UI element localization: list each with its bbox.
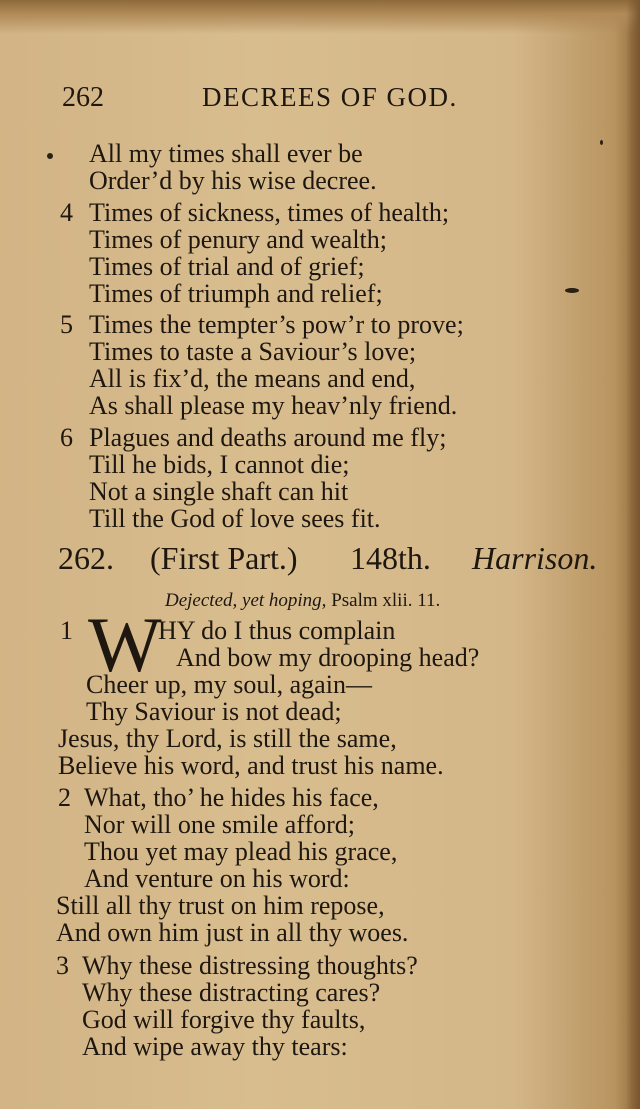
hymn-heading [58, 538, 603, 582]
subtitle-text: Dejected, yet hoping, [165, 590, 327, 611]
hymn-meter: 148th. [350, 540, 431, 576]
hymn-subtitle [165, 588, 440, 614]
verse-line: Why these distressing thoughts? [82, 951, 418, 980]
verse-line: Times of trial and of grief; [89, 252, 365, 281]
scripture-reference: Psalm xlii. 11. [331, 590, 441, 611]
verse-line: Times the tempter’s pow’r to prove; [89, 310, 464, 339]
verse-line: Plagues and deaths around me fly; [89, 423, 447, 452]
verse-line: Times to taste a Saviour’s love; [89, 337, 417, 366]
verse-line: Times of sickness, times of health; [89, 198, 450, 227]
verse-line: All my times shall ever be [89, 139, 363, 168]
verse-line: And own him just in all thy woes. [56, 918, 409, 947]
ink-speck [47, 153, 53, 159]
verse-line: Believe his word, and trust his name. [58, 751, 444, 780]
verse-line: Thou yet may plead his grace, [84, 837, 398, 866]
ink-speck [565, 288, 579, 293]
stanza-number: 4 [60, 198, 73, 227]
page-binding-shadow [626, 0, 640, 1109]
verse-line: And venture on his word: [84, 864, 350, 893]
verse-line: Till the God of love sees fit. [89, 504, 381, 533]
verse-line: Still all thy trust on him repose, [56, 891, 385, 920]
verse-line: All is fix’d, the means and end, [89, 364, 416, 393]
verse-line: And bow my drooping head? [176, 643, 480, 672]
verse-line: Nor will one smile afford; [84, 810, 356, 839]
stanza-number: 3 [56, 951, 69, 980]
verse-line: Till he bids, I cannot die; [89, 450, 350, 479]
verse-line: What, tho’ he hides his face, [84, 783, 379, 812]
verse-line: Not a single shaft can hit [89, 477, 349, 506]
verse-line: Times of penury and wealth; [89, 225, 387, 254]
verse-line: Times of triumph and relief; [89, 279, 383, 308]
verse-line: Thy Saviour is not dead; [86, 697, 342, 726]
hymn-part: (First Part.) [150, 540, 298, 576]
verse-line: HY do I thus complain [158, 616, 396, 645]
verse-line: Order’d by his wise decree. [89, 166, 377, 195]
ink-speck [600, 140, 603, 145]
page-top-edge [0, 0, 640, 34]
hymn-tune: Harrison. [472, 540, 598, 576]
verse-line: And wipe away thy tears: [82, 1032, 348, 1061]
verse-line: As shall please my heav’nly friend. [89, 391, 458, 420]
stanza-number: 1 [60, 616, 73, 645]
drop-cap: W [88, 601, 162, 688]
running-title: DECREES OF GOD. [202, 82, 458, 112]
stanza-number: 5 [60, 310, 73, 339]
page-header [60, 82, 480, 122]
stanza-number: 6 [60, 423, 73, 452]
stanza-number: 2 [58, 783, 71, 812]
page-number: 262 [62, 82, 104, 113]
verse-line: Jesus, thy Lord, is still the same, [58, 724, 397, 753]
hymn-number: 262. [58, 540, 114, 576]
verse-line: Cheer up, my soul, again— [86, 670, 372, 699]
verse-line: Why these distracting cares? [82, 978, 381, 1007]
verse-line: God will forgive thy faults, [82, 1005, 366, 1034]
